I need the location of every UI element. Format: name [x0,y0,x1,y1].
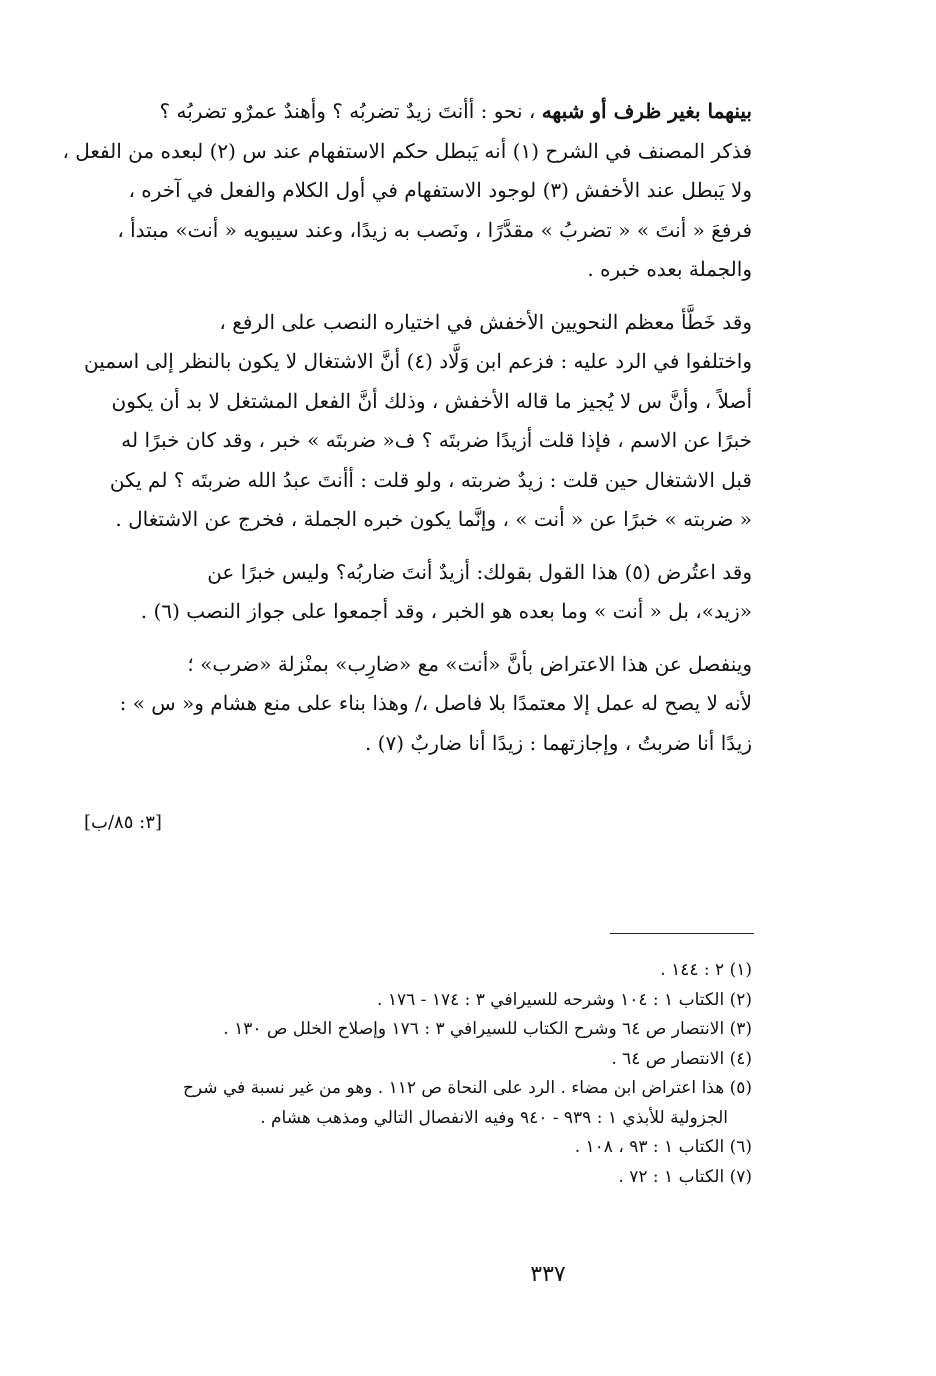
text-line: والجملة بعده خبره . [587,257,752,281]
text-line: «زيد»، بل « أنت » وما بعده هو الخبر ، وقد أجمعوا على جواز النصب (٦) . [140,599,752,623]
text-line: وقد خَطَّأ معظم النحويين الأخفش في اختياره النصب على الرفع ، [219,309,752,334]
footnote: (٧) الكتاب ١ : ٧٢ . [618,1166,752,1187]
text-line: أصلاً ، وأنَّ س لا يُجيز ما قاله الأخفش ، وذلك أنَّ الفعل المشتغل لا بد أن يكون [111,388,752,413]
footnote: (٣) الانتصار ص ٦٤ وشرح الكتاب للسيرافي ٣ : ١٧٦ وإصلاح الخلل ص ١٣٠ . [223,1019,752,1039]
text-line: لأنه لا يصح له عمل إلا معتمدًا بلا فاصل ،/ وهذا بناء على منع هشام و« س » : [119,691,752,715]
manuscript-folio-note: [٣: ٨٥/ب] [84,812,162,833]
footnote: (١) ٢ : ١٤٤ . [660,960,752,980]
text-line: خبرًا عن الاسم ، فإذا قلت أزيدًا ضربتَه ؟ ف« ضربتَه » خبر ، وقد كان خبرًا له [121,428,752,452]
text-line: قبل الاشتغال حين قلت : زيدٌ ضربته ، ولو قلت : أأنتَ عبدُ الله ضربتَه ؟ لم يكن [109,467,752,492]
text-line: « ضربته » خبرًا عن « أنت » ، وإنَّما يكون خبره الجملة ، فخرج عن الاشتغال . [115,507,752,531]
text-line: واختلفوا في الرد عليه : فزعم ابن وَلَّاد (٤) أنَّ الاشتغال لا يكون بالنظر إلى اسمين [84,349,752,373]
footnote: (٦) الكتاب ١ : ٩٣ ، ١٠٨ . [574,1137,752,1157]
text-line [159,92,752,132]
main-text [62,92,752,763]
footnote: (٥) هذا اعتراض ابن مضاء . الرد على النحاة ص ١١٢ . وهو من غير نسبة في شرح [182,1078,752,1098]
paragraph-2 [84,303,752,540]
text-line: فذكر المصنف في الشرح (١) أنه يَبطل حكم الاستفهام عند س (٢) لبعده من الفعل ، [62,138,752,163]
text-line: ولا يَبطل عند الأخفش (٣) لوجود الاستفهام في أول الكلام والفعل في آخره ، [128,178,752,202]
text-line: وينفصل عن هذا الاعتراض بأنَّ «أنت» مع «ضارِب» بمنْزلة «ضرب» ؛ [187,651,752,676]
line-text: ، نحو : أأنتَ زيدٌ تضربُه ؟ وأهندٌ عمرٌو تضربُه ؟ [159,99,536,123]
page-number: ٣٣٧ [530,1262,566,1287]
footnote-divider [610,933,754,934]
footnote: (٢) الكتاب ١ : ١٠٤ وشرحه للسيرافي ٣ : ١٧٤ - ١٧٦ . [377,989,752,1010]
footnote: (٤) الانتصار ص ٦٤ . [611,1048,752,1069]
footnote-continuation: الجزولية للأبذي ١ : ٩٣٩ - ٩٤٠ وفيه الانفصال التالي ومذهب هشام . [260,1107,728,1128]
paragraph-1 [62,92,752,290]
bold-phrase: بينهما بغير ظرف أو شبهه [541,99,752,123]
text-line: فرفعَ « أنتَ » « تضربُ » مقدَّرًا ، ونَصب به زيدًا، وعند سيبويه « أنت» مبتدأ ، [117,217,752,242]
text-line: وقد اعتُرض (٥) هذا القول بقولك: أزيدٌ أنتَ ضاربُه؟ وليس خبرًا عن [207,559,752,584]
text-line: زيدًا أنا ضربتُ ، وإجازتهما : زيدًا أنا ضاربٌ (٧) . [364,730,752,755]
paragraph-3 [140,553,752,632]
paragraph-4 [119,645,752,764]
footnotes [182,956,752,1192]
